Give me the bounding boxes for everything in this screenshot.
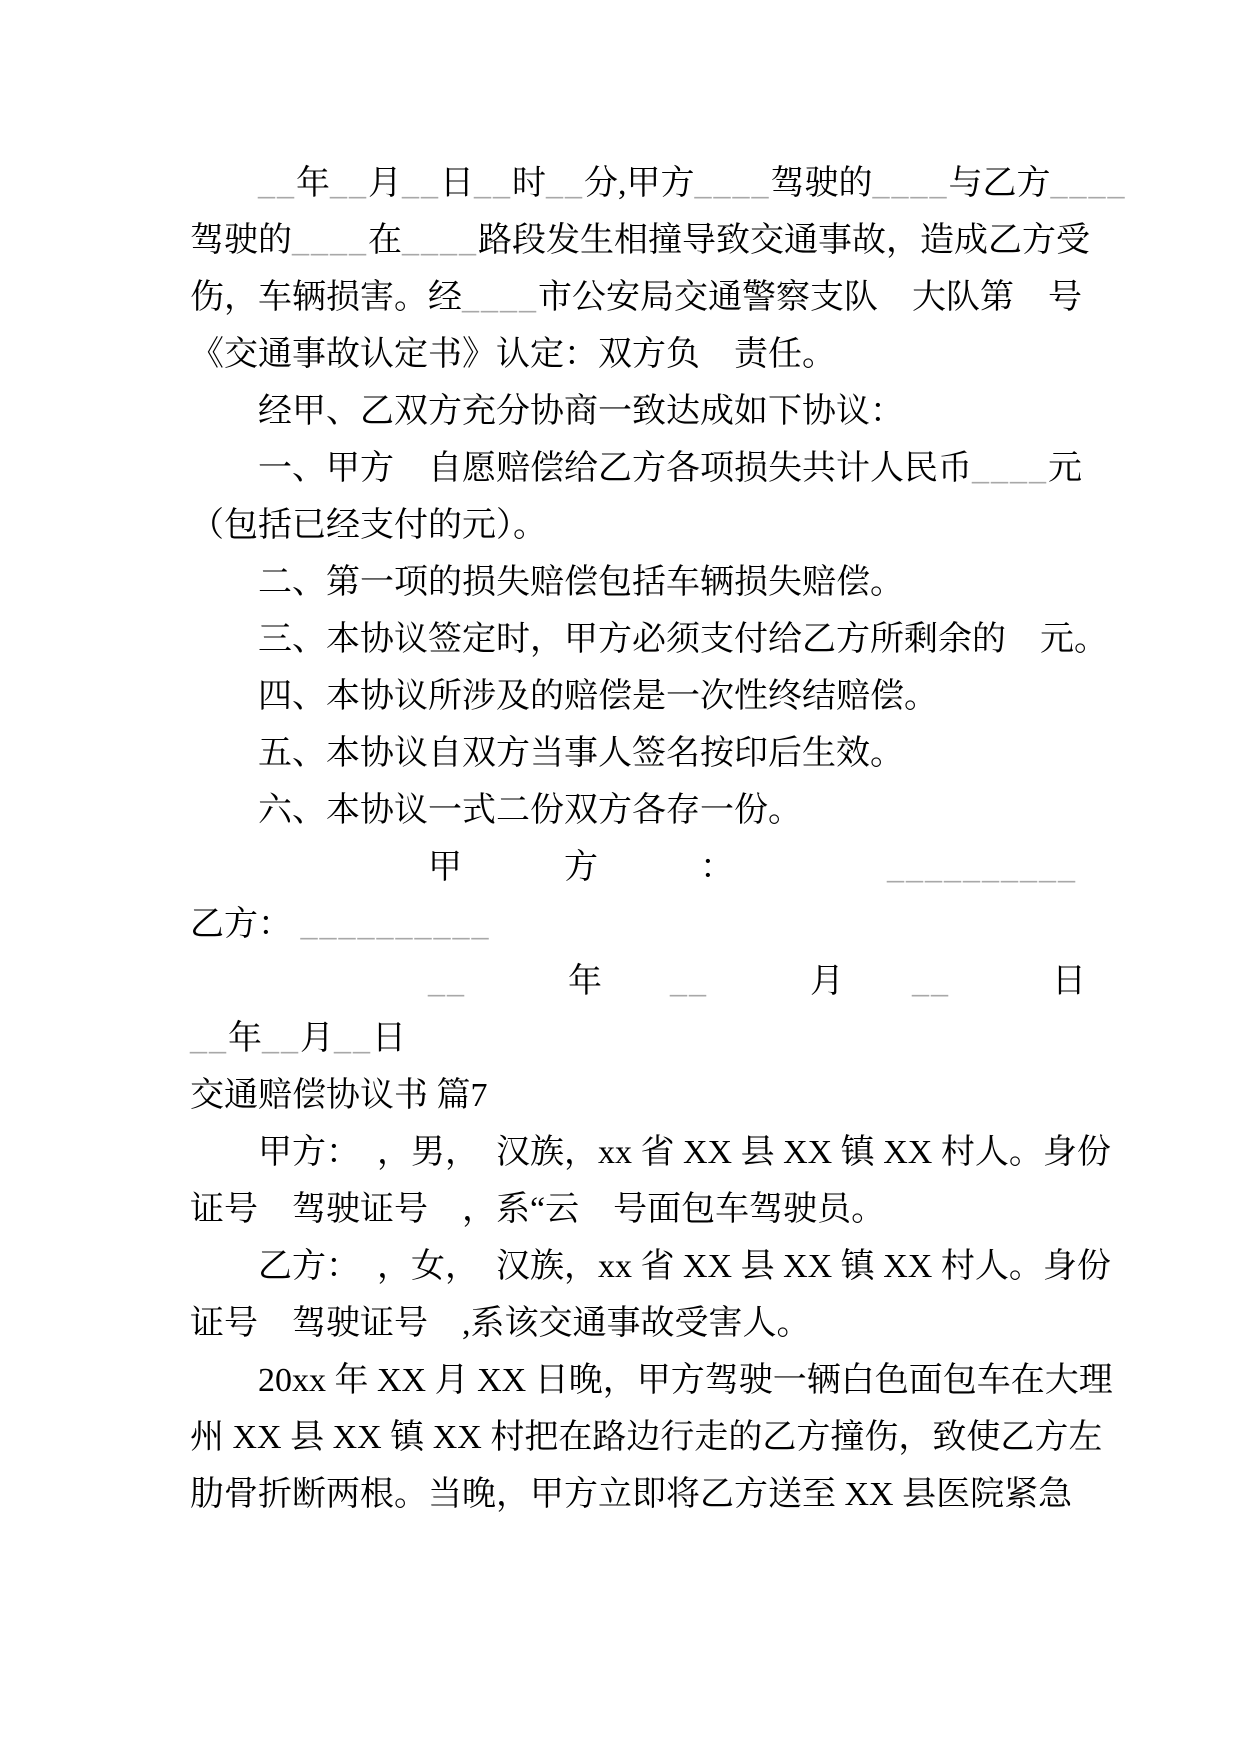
document-line: [190, 212, 1090, 269]
blank-underscore-field: __: [670, 963, 708, 1000]
document-line: [190, 326, 1090, 383]
document-line: [190, 440, 1090, 497]
blank-underscore-field: ____: [872, 165, 949, 202]
text-segment: 月: [708, 963, 912, 1000]
blank-underscore-field: __: [258, 165, 296, 202]
blank-underscore-field: __: [262, 1020, 300, 1057]
blank-underscore-field: __: [334, 1020, 372, 1057]
text-segment: 在: [368, 222, 402, 259]
text-segment: 年: [466, 963, 670, 1000]
text-segment: [190, 963, 428, 1000]
text-segment: 日: [440, 165, 474, 202]
document-line: [190, 611, 1108, 668]
blank-underscore-field: __: [474, 165, 512, 202]
document-line: [190, 668, 1090, 725]
text-segment: 一、甲方 自愿赔偿给乙方各项损失共计人民币: [190, 450, 972, 487]
text-segment: 肋骨折断两根。当晚，甲方立即将乙方送至 XX 县医院紧急: [190, 1476, 1073, 1513]
text-segment: 乙方： ，女， 汉族，xx 省 XX 县 XX 镇 XX 村人。身份: [190, 1248, 1111, 1285]
text-segment: 证号 驾驶证号 ,系该交通事故受害人。: [190, 1305, 811, 1342]
text-segment: 与乙方: [948, 165, 1051, 202]
document-line: [190, 1124, 1111, 1181]
document-line: [190, 155, 1127, 212]
text-segment: 伤，车辆损害。经: [190, 279, 462, 316]
blank-underscore-field: __________: [887, 849, 1077, 886]
text-segment: 六、本协议一式二份双方各存一份。: [190, 792, 802, 829]
text-segment: 二、第一项的损失赔偿包括车辆损失赔偿。: [190, 564, 904, 601]
document-line: [190, 725, 1090, 782]
blank-underscore-field: __: [190, 1020, 228, 1057]
text-segment: 三、本协议签定时，甲方必须支付给乙方所剩余的 元。: [190, 621, 1108, 658]
text-segment: 日: [372, 1020, 406, 1057]
text-segment: 州 XX 县 XX 镇 XX 村把在路边行走的乙方撞伤，致使乙方左: [190, 1419, 1103, 1456]
text-segment: （包括已经支付的元）。: [190, 507, 547, 544]
blank-underscore-field: __________: [300, 906, 491, 943]
text-segment: [190, 165, 258, 202]
text-segment: 驾驶的: [190, 222, 292, 259]
document-line: [190, 497, 1090, 554]
text-segment: 市公安局交通警察支队 大队第 号: [538, 279, 1082, 316]
text-segment: 月: [368, 165, 402, 202]
blank-underscore-field: __: [402, 165, 440, 202]
blank-underscore-field: __: [428, 963, 466, 1000]
text-segment: 路段发生相撞导致交通事故，造成乙方受: [478, 222, 1090, 259]
document-line: [190, 839, 1090, 896]
text-segment: 甲 方 ：: [190, 849, 887, 886]
document-line: [190, 1181, 1090, 1238]
text-segment: 经甲、乙双方充分协商一致达成如下协议：: [190, 393, 904, 430]
blank-underscore-field: ____: [1050, 165, 1127, 202]
text-segment: 驾驶的: [770, 165, 873, 202]
document-line: [190, 782, 1090, 839]
text-segment: 四、本协议所涉及的赔偿是一次性终结赔偿。: [190, 678, 938, 715]
text-segment: 交通赔偿协议书 篇7: [190, 1077, 488, 1114]
document-line: [190, 1409, 1103, 1466]
text-segment: 五、本协议自双方当事人签名按印后生效。: [190, 735, 904, 772]
text-segment: 时: [512, 165, 546, 202]
document-line: [190, 896, 1090, 953]
text-segment: 甲方： ，男， 汉族，xx 省 XX 县 XX 镇 XX 村人。身份: [190, 1134, 1111, 1171]
blank-underscore-field: ____: [694, 165, 771, 202]
blank-underscore-field: __: [330, 165, 368, 202]
text-segment: 分,甲方: [584, 165, 695, 202]
document-body: [190, 155, 1127, 1523]
blank-underscore-field: __: [912, 963, 950, 1000]
text-segment: 乙方：: [190, 906, 301, 943]
text-segment: 20xx 年 XX 月 XX 日晚，甲方驾驶一辆白色面包车在大理: [190, 1362, 1113, 1399]
document-line: [190, 1238, 1111, 1295]
text-segment: 月: [300, 1020, 334, 1057]
text-segment: 元: [1048, 450, 1082, 487]
text-segment: 年: [228, 1020, 262, 1057]
document-line: [190, 1010, 1090, 1067]
document-line: [190, 269, 1090, 326]
text-segment: 证号 驾驶证号 ，系“云 号面包车驾驶员。: [190, 1191, 886, 1228]
text-segment: 《交通事故认定书》认定：双方负 责任。: [190, 336, 836, 373]
document-line: [190, 1466, 1090, 1523]
blank-underscore-field: __: [546, 165, 584, 202]
document-line: [190, 383, 1090, 440]
text-segment: 年: [296, 165, 330, 202]
document-line: [190, 953, 1090, 1010]
text-segment: 日: [950, 963, 1086, 1000]
document-line: [190, 1067, 1090, 1124]
document-line: [190, 1352, 1113, 1409]
blank-underscore-field: ____: [292, 222, 368, 259]
blank-underscore-field: ____: [402, 222, 478, 259]
document-line: [190, 1295, 1090, 1352]
blank-underscore-field: ____: [972, 450, 1048, 487]
document-line: [190, 554, 1090, 611]
blank-underscore-field: ____: [462, 279, 538, 316]
